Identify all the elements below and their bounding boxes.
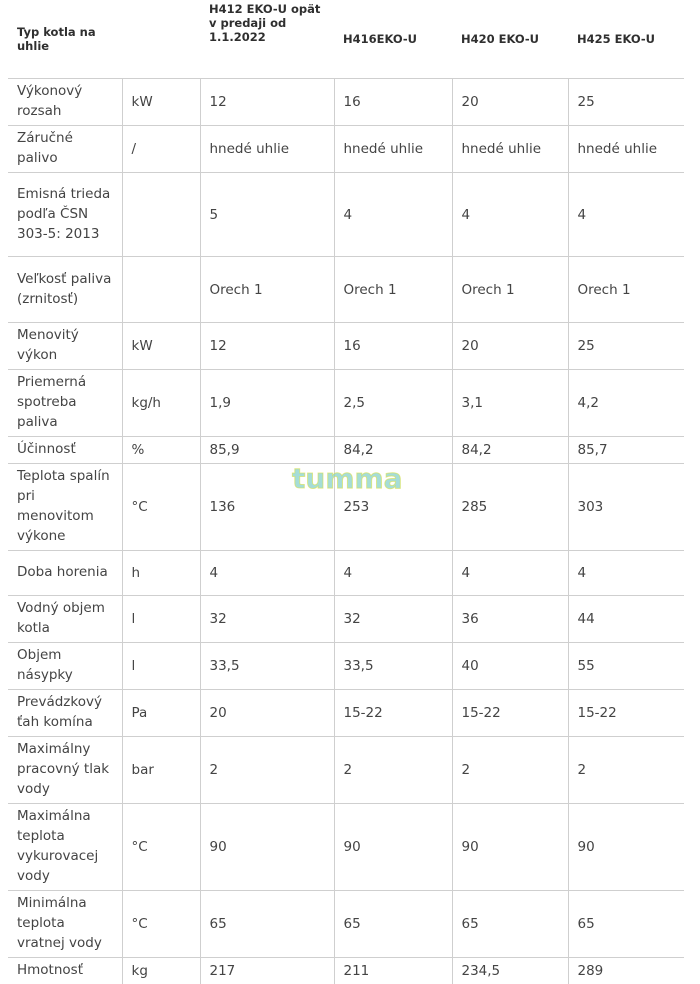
value-cell: 33,5 bbox=[200, 643, 334, 690]
value-cell: 33,5 bbox=[334, 643, 452, 690]
value-cell: Orech 1 bbox=[568, 257, 684, 323]
value-cell: 2,5 bbox=[334, 370, 452, 437]
header-model-h416: H416EKO-U bbox=[334, 0, 452, 79]
table-row bbox=[8, 891, 684, 958]
table-row bbox=[8, 370, 684, 437]
table-row bbox=[8, 173, 684, 257]
param-cell: Priemerná spotreba paliva bbox=[8, 370, 122, 437]
value-cell: 4 bbox=[568, 173, 684, 257]
header-type-cell: Typ kotla na uhlie bbox=[8, 0, 122, 79]
table-row bbox=[8, 643, 684, 690]
unit-cell bbox=[122, 173, 200, 257]
unit-cell: / bbox=[122, 126, 200, 173]
unit-cell: kW bbox=[122, 79, 200, 126]
value-cell: 12 bbox=[200, 323, 334, 370]
value-cell: 90 bbox=[452, 804, 568, 891]
value-cell: 90 bbox=[200, 804, 334, 891]
param-cell: Veľkosť paliva (zrnitosť) bbox=[8, 257, 122, 323]
value-cell: 4 bbox=[452, 551, 568, 596]
table-row bbox=[8, 437, 684, 464]
unit-cell: °C bbox=[122, 891, 200, 958]
value-cell: 5 bbox=[200, 173, 334, 257]
value-cell: 234,5 bbox=[452, 958, 568, 984]
unit-cell: kg bbox=[122, 958, 200, 984]
value-cell: 55 bbox=[568, 643, 684, 690]
value-cell: 84,2 bbox=[334, 437, 452, 464]
value-cell: hnedé uhlie bbox=[200, 126, 334, 173]
param-cell: Teplota spalín pri menovitom výkone bbox=[8, 464, 122, 551]
value-cell: 65 bbox=[452, 891, 568, 958]
table-row bbox=[8, 804, 684, 891]
value-cell: 12 bbox=[200, 79, 334, 126]
table-row bbox=[8, 257, 684, 323]
table-row bbox=[8, 323, 684, 370]
value-cell: 15-22 bbox=[334, 690, 452, 737]
table-row bbox=[8, 958, 684, 984]
value-cell: 32 bbox=[334, 596, 452, 643]
param-cell: Hmotnosť bbox=[8, 958, 122, 984]
table-row bbox=[8, 551, 684, 596]
value-cell: 303 bbox=[568, 464, 684, 551]
value-cell: 4 bbox=[334, 551, 452, 596]
value-cell: 36 bbox=[452, 596, 568, 643]
param-cell: Maximálny pracovný tlak vody bbox=[8, 737, 122, 804]
tumma-logo-watermark bbox=[290, 463, 410, 497]
unit-cell: bar bbox=[122, 737, 200, 804]
value-cell: Orech 1 bbox=[200, 257, 334, 323]
value-cell: 20 bbox=[452, 323, 568, 370]
value-cell: 25 bbox=[568, 323, 684, 370]
value-cell: 90 bbox=[568, 804, 684, 891]
value-cell: 4,2 bbox=[568, 370, 684, 437]
value-cell: 25 bbox=[568, 79, 684, 126]
value-cell: Orech 1 bbox=[334, 257, 452, 323]
param-cell: Záručné palivo bbox=[8, 126, 122, 173]
unit-cell: kW bbox=[122, 323, 200, 370]
value-cell: Orech 1 bbox=[452, 257, 568, 323]
unit-cell: Pa bbox=[122, 690, 200, 737]
param-cell: Emisná trieda podľa ČSN 303-5: 2013 bbox=[8, 173, 122, 257]
value-cell: hnedé uhlie bbox=[452, 126, 568, 173]
value-cell: 4 bbox=[568, 551, 684, 596]
watermark-logo-text: tumma bbox=[292, 463, 403, 495]
value-cell: 85,9 bbox=[200, 437, 334, 464]
value-cell: 32 bbox=[200, 596, 334, 643]
value-cell: 253 bbox=[334, 464, 452, 551]
value-cell: 289 bbox=[568, 958, 684, 984]
value-cell: 217 bbox=[200, 958, 334, 984]
unit-cell: l bbox=[122, 596, 200, 643]
value-cell: 20 bbox=[200, 690, 334, 737]
table-row bbox=[8, 79, 684, 126]
param-cell: Výkonový rozsah bbox=[8, 79, 122, 126]
param-cell: Doba horenia bbox=[8, 551, 122, 596]
value-cell: 44 bbox=[568, 596, 684, 643]
param-cell: Objem násypky bbox=[8, 643, 122, 690]
table-row bbox=[8, 690, 684, 737]
value-cell: hnedé uhlie bbox=[334, 126, 452, 173]
unit-cell: °C bbox=[122, 464, 200, 551]
value-cell: 15-22 bbox=[568, 690, 684, 737]
value-cell: 2 bbox=[452, 737, 568, 804]
value-cell: 16 bbox=[334, 79, 452, 126]
value-cell: 85,7 bbox=[568, 437, 684, 464]
value-cell: 4 bbox=[334, 173, 452, 257]
value-cell: 16 bbox=[334, 323, 452, 370]
value-cell: 4 bbox=[452, 173, 568, 257]
value-cell: 65 bbox=[200, 891, 334, 958]
value-cell: 211 bbox=[334, 958, 452, 984]
param-cell: Minimálna teplota vratnej vody bbox=[8, 891, 122, 958]
unit-cell: kg/h bbox=[122, 370, 200, 437]
value-cell: 2 bbox=[568, 737, 684, 804]
value-cell: 20 bbox=[452, 79, 568, 126]
value-cell: 84,2 bbox=[452, 437, 568, 464]
unit-cell bbox=[122, 257, 200, 323]
header-row bbox=[8, 0, 684, 79]
header-model-h420: H420 EKO-U bbox=[452, 0, 568, 79]
table-row bbox=[8, 737, 684, 804]
value-cell: 90 bbox=[334, 804, 452, 891]
value-cell: 2 bbox=[334, 737, 452, 804]
unit-cell: l bbox=[122, 643, 200, 690]
header-model-h412: H412 EKO-U opät v predaji od 1.1.2022 bbox=[200, 0, 334, 79]
value-cell: 65 bbox=[568, 891, 684, 958]
unit-cell: h bbox=[122, 551, 200, 596]
value-cell: 3,1 bbox=[452, 370, 568, 437]
param-cell: Prevádzkový ťah komína bbox=[8, 690, 122, 737]
param-cell: Menovitý výkon bbox=[8, 323, 122, 370]
param-cell: Maximálna teplota vykurovacej vody bbox=[8, 804, 122, 891]
header-unit-cell bbox=[122, 0, 200, 79]
value-cell: 136 bbox=[200, 464, 334, 551]
value-cell: 1,9 bbox=[200, 370, 334, 437]
value-cell: hnedé uhlie bbox=[568, 126, 684, 173]
value-cell: 40 bbox=[452, 643, 568, 690]
value-cell: 15-22 bbox=[452, 690, 568, 737]
param-cell: Účinnosť bbox=[8, 437, 122, 464]
table-row bbox=[8, 126, 684, 173]
value-cell: 4 bbox=[200, 551, 334, 596]
value-cell: 2 bbox=[200, 737, 334, 804]
value-cell: 285 bbox=[452, 464, 568, 551]
unit-cell: °C bbox=[122, 804, 200, 891]
header-model-h425: H425 EKO-U bbox=[568, 0, 684, 79]
value-cell: 65 bbox=[334, 891, 452, 958]
unit-cell: % bbox=[122, 437, 200, 464]
param-cell: Vodný objem kotla bbox=[8, 596, 122, 643]
table-row bbox=[8, 596, 684, 643]
